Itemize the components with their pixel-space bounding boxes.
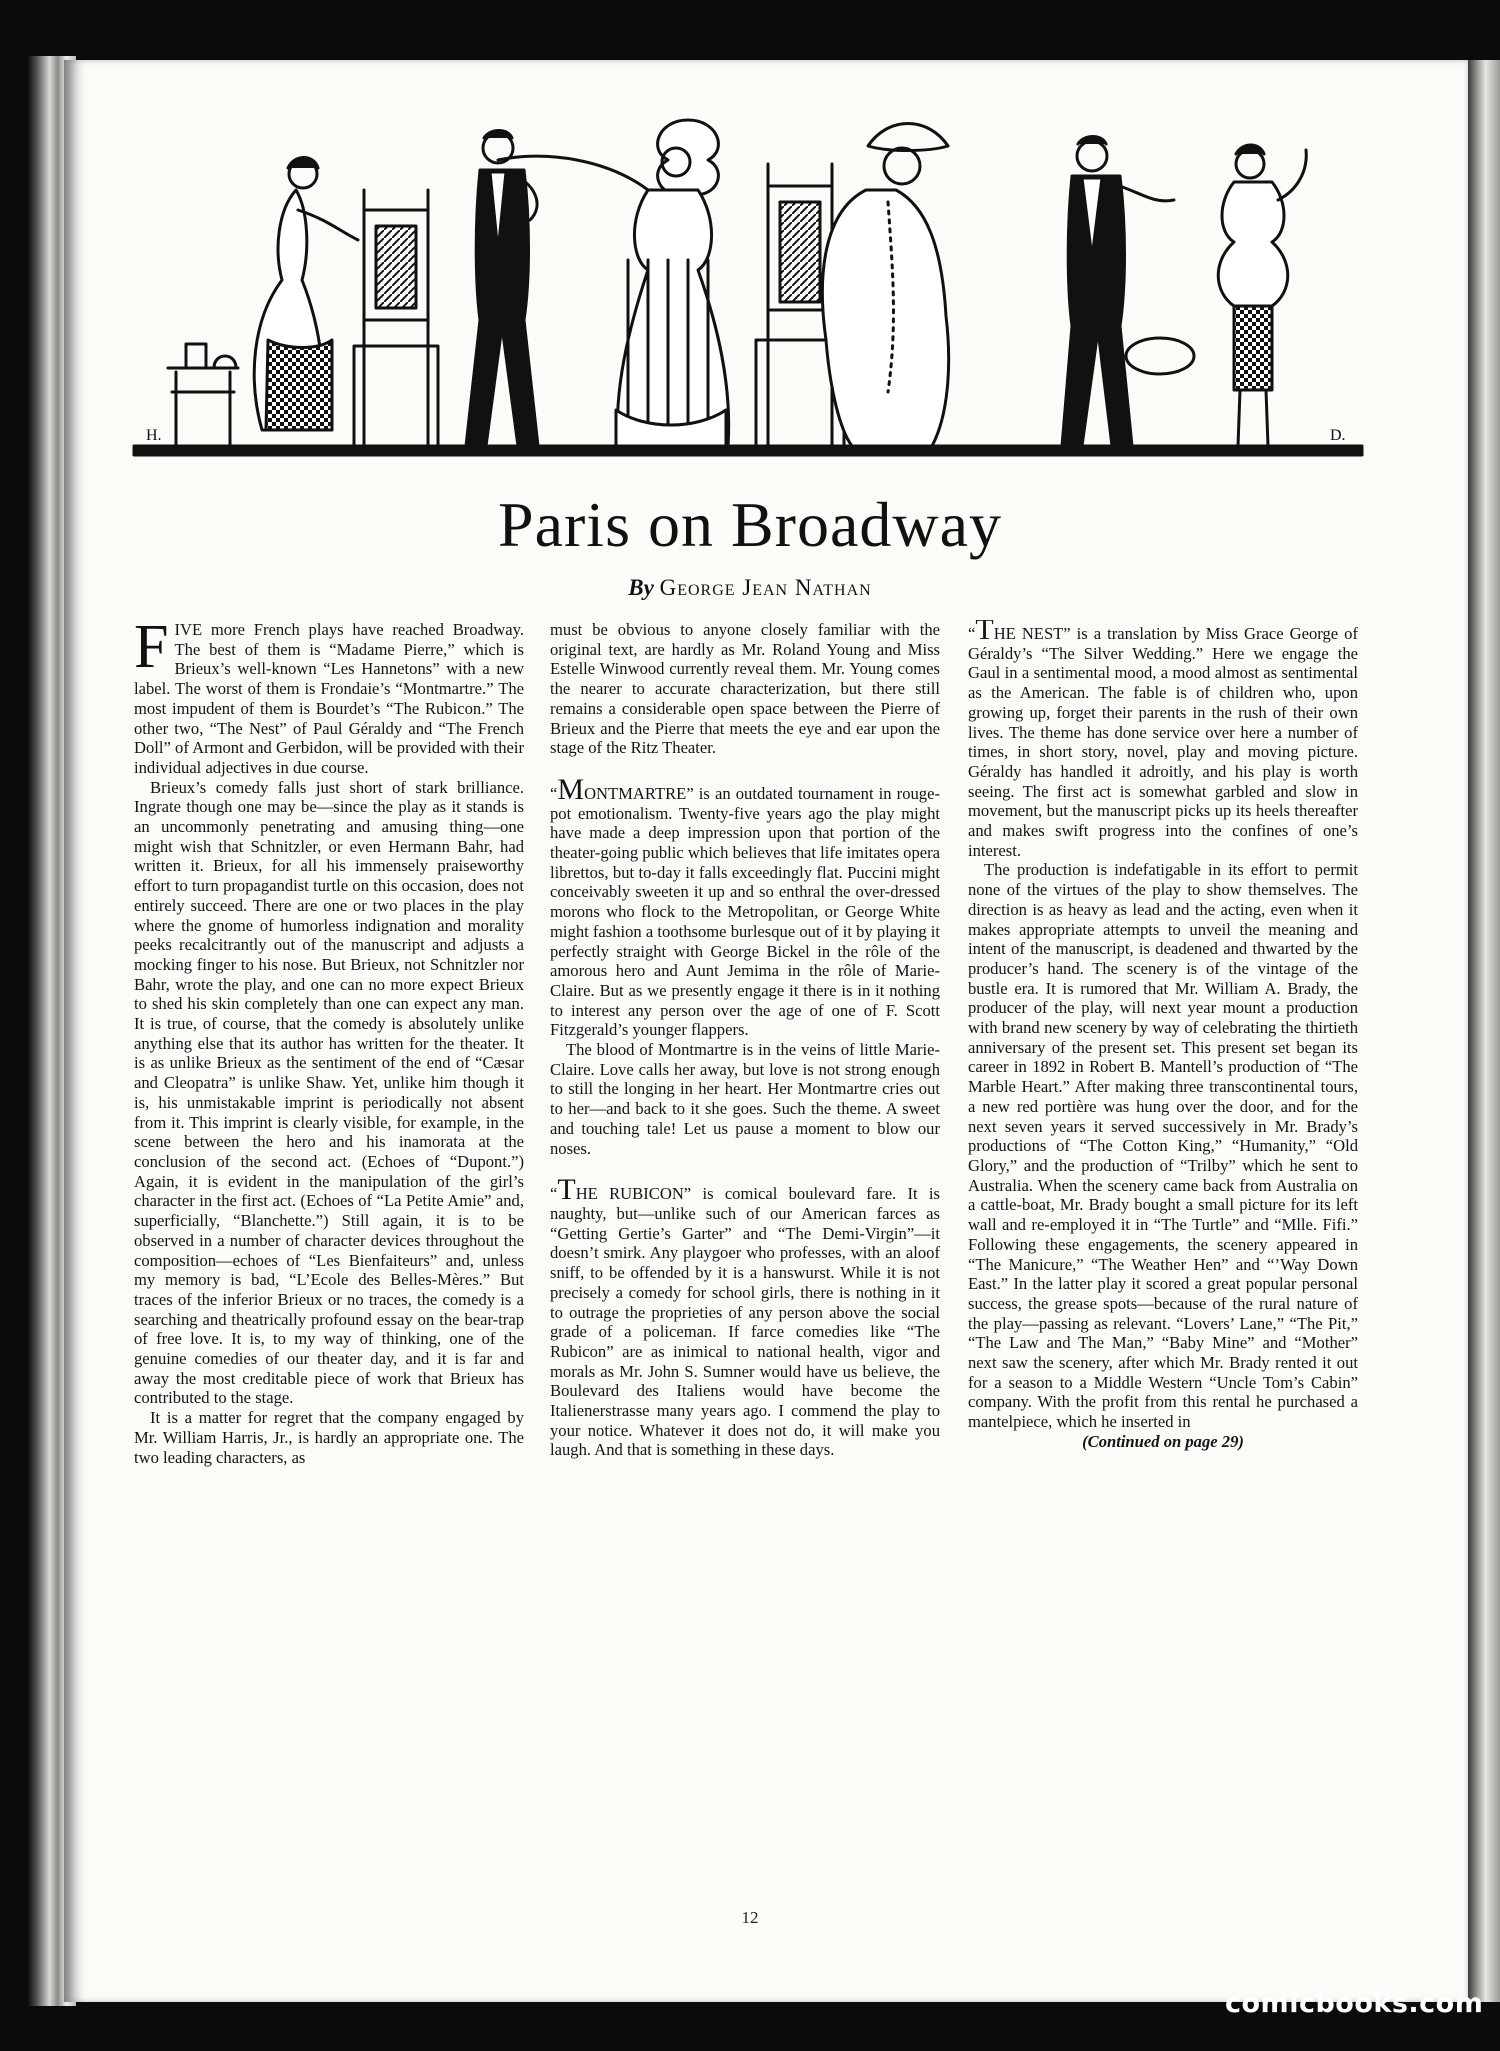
illustrator-initial-right: D. bbox=[1330, 427, 1346, 444]
column-1 bbox=[134, 620, 524, 1910]
page-number: 12 bbox=[741, 1908, 759, 1927]
byline bbox=[0, 575, 1500, 601]
paragraph bbox=[550, 772, 940, 1040]
paragraph: The blood of Montmartre is in the veins of little Marie-Claire. Love calls her away, but love is not strong enough to still the longing in her heart. Her Montmartre cries out to her—and back to it she goes. Such the theme. A sweet and touching tale! Let us pause a moment to blow our noses. bbox=[550, 1040, 940, 1158]
paragraph: It is a matter for regret that the company engaged by Mr. William Harris, Jr., is hardly an appropriate one. The two leading characters, as bbox=[134, 1408, 524, 1467]
initial-cap: T bbox=[557, 1173, 576, 1207]
paragraph-text: HE RUBICON” is comical boulevard fare. It is naughty, but—unlike such of our American farces as “Getting Gertie’s Garter” and “The Demi-Virgin”—it doesn’t smirk. Any playgoer who professes, with an aloof sniff, to be offended by it is a hanswurst. While it is not precisely a comedy for school girls, there is nothing in it to outrage the proprieties of any person above the social grade of a policeman. If farce comedies like “The Rubicon” are as inimical to national health, vigor and morals as Mr. John S. Sumner would have us believe, the Boulevard des Italiens would have become the Italienerstrasse many years ago. I commend the play to your notice. Whatever it does not do, it will make you laugh. And that is something in these days. bbox=[550, 1184, 940, 1460]
illustrator-initial-left: H. bbox=[146, 427, 162, 444]
article-title: Paris on Broadway bbox=[497, 489, 1003, 560]
watermark: comicbooks.com bbox=[1225, 1988, 1484, 2019]
continued-note: (Continued on page 29) bbox=[1082, 1431, 1244, 1451]
initial-cap: M bbox=[557, 772, 585, 806]
paragraph: Brieux’s comedy falls just short of stark brilliance. Ingrate though one may be—since the play as it stands is an uncommonly penetrating and amusing thing—one might wish that Schnitzler, or even Hermann Bahr, had written it. Brieux, for all his immensely praiseworthy effort to turn propagandist turtle on this occasion, does not entirely succeed. There are one or two places in the play where the gnome of humorless indignation and morality peeks recalcitrantly out of the manuscript and adjusts a mocking finger to his nose. But Brieux, not Schnitzler nor Bahr, wrote the play, and one can no more expect Brieux to shed his skin completely than one can expect any man. It is true, of course, that the comedy is absolutely unlike anything else that its author has written for the theater. It is as unlike Brieux as the sentiment of the end of “Cæsar and Cleopatra” is unlike Shaw. Yet, unlike him though it is, his unmistakable imprint is periodically not absent from it. This imprint is clearly visible, for example, in the scene between the hero and his inamorata at the conclusion of the second act. (Echoes of “Dupont.”) Again, it is evident in the manipulation of the girl’s character in the first act. (Echoes of “La Petite Amie” and, superficially, “Blanchette.”) Still again, it is to be observed in a number of character devices throughout the composition—echoes of “Les Bienfaiteurs” and, unless my memory is bad, “L’Ecole des Belles-Mères.” But traces of the inferior Brieux or no traces, the comedy is a searching and theatrically profound essay on the bear-trap of free love. It is, to my way of thinking, one of the genuine comedies of our theater day, and it is far and away the most creditable piece of work that Brieux has contributed to the stage. bbox=[134, 777, 524, 1408]
paragraph-text: HE NEST” is a translation by Miss Grace George of Géraldy’s “The Silver Wedding.” Here we engage the Gaul in a sentimental mood, a mood almost as sentimental as the American. The fable is of children who, upon growing up, forget their parents in the rush of their own lives. The theme has done service over here a number of times, in short story, novel, play and moving picture. Géraldy has handled it adroitly, and his play is worth seeing. The first act is somewhat garbled and slow in movement, but the manuscript picks up its heels thereafter and makes swift progress into the confines of one’s interest. bbox=[968, 624, 1358, 860]
paragraph bbox=[550, 1173, 940, 1460]
paragraph: The production is indefatigable in its effort to permit none of the virtues of the play to show themselves. The direction is as heavy as lead and the acting, even when it makes appropriate attempts to unveil the meaning and intent of the manuscript, is deadened and thwarted by the producer’s hand. The scenery is of the vintage of the bustle era. It is rumored that Mr. William A. Brady, the producer of the play, will next year mount a production with brand new scenery by way of celebrating the thirtieth anniversary of the present set. This present set began its career in 1892 in Robert B. Mantell’s production of “The Marble Heart.” After making three transcontinental tours, a new red portière was hung over the door, and for the next seven years it served successively in Mr. Brady’s productions of “The Cotton King,” “Humanity,” “Old Glory,” and the production of “Trilby” which he sent to Australia. When the scenery came back from Australia on a cattle-boat, Mr. Brady bought a small picture for its left wall and re-employed it in “The Turtle” and “Mlle. Fifi.” Following these engagements, the scenery appeared in “The Manicure,” “The Weather Hen” and “’Way Down East.” In the latter play it scored a great popular personal success, the grease spots—because of the rural nature of the play—passing as relevant. “Lovers’ Lane,” “The Pit,” “The Law and The Man,” “Baby Mine” and “Mother” next saw the scenery, after which Mr. Brady rented it out for a season to a Middle Western “Uncle Tom’s Cabin” company. With the profit from this rental he purchased a mantelpiece, which he inserted in bbox=[968, 860, 1358, 1432]
paragraph-text: ONTMARTRE” is an outdated tournament in rouge-pot emotionalism. Twenty-five years ago the play might have made a deep impression upon that portion of the theater-going public which believes that life imitates opera librettos, but to-day it falls exceedingly flat. Puccini might conceivably sweeten it up and so enthral the over-dressed morons who flock to the Metropolitan, or George White might fashion a toothsome burlesque out of it by playing it perfectly straight with George Bickel in the rôle of the amorous hero and Aunt Jemima in the rôle of Marie-Claire. But as we presently engage it there is in it nothing to interest any person over the age of one of F. Scott Fitzgerald’s younger flappers. bbox=[550, 783, 940, 1040]
page-edge bbox=[1468, 60, 1500, 2002]
initial-cap: T bbox=[975, 620, 994, 646]
column-3 bbox=[968, 620, 1358, 1910]
header-illustration bbox=[128, 110, 1368, 470]
byline-by: By bbox=[628, 575, 654, 600]
open-quote: “ bbox=[550, 1184, 558, 1204]
open-quote: “ bbox=[550, 783, 558, 803]
drop-cap: F bbox=[134, 620, 169, 681]
column-2 bbox=[550, 620, 940, 1910]
byline-author: George Jean Nathan bbox=[659, 575, 872, 600]
paragraph bbox=[968, 620, 1358, 860]
paragraph: must be obvious to anyone closely familiar with the original text, are hardly as Mr. Roland Young and Miss Estelle Winwood currently reveal them. Mr. Young comes the nearer to accurate characterization, but there still remains a considerable open space between the Pierre of Brieux and the Pierre that meets the eye and ear upon the stage of the Ritz Theater. bbox=[550, 620, 940, 758]
paragraph bbox=[134, 620, 524, 778]
paragraph-text: IVE more French plays have reached Broadway. The best of them is “Madame Pierre,” which is Brieux’s well-known “Les Hannetons” with a new label. The worst of them is Frondaie’s “Montmartre.” The most impudent of them is Bourdet’s “The Rubicon.” The other two, “The Nest” of Paul Géraldy and “The French Doll” of Armont and Gerbidon, will be provided with their individual adjectives in due course. bbox=[134, 620, 524, 777]
open-quote: “ bbox=[968, 624, 976, 643]
